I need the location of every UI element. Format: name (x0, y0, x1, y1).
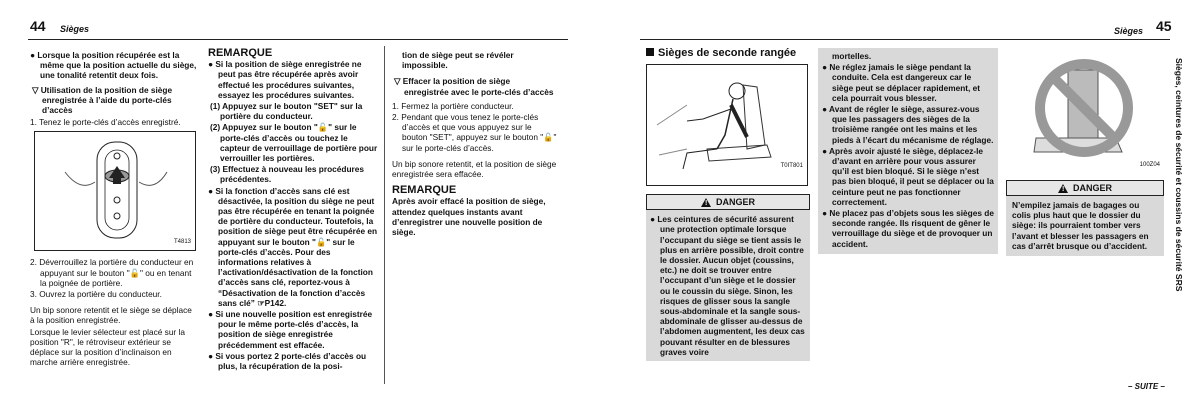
danger-label-bar: ! DANGER (646, 194, 810, 210)
bullet-text: ● Si la fonction d’accès sans clé est désactivée, la position du siège ne peut pas être récupérée en tenant la poignée de portière du conducteur. Toutefois, la position de siège peut être récupérée en appuyant sur le bouton "🔓" sur le porte-clés d’accès. Pour des informations relatives à l’activation/désactivation de la fonction d’accès sans clé, reportez-vous à “Désactivation de la fonction d’accès sans clé” ☞P142. (208, 185, 378, 308)
danger-text: N’empilez jamais de bagages ou colis plus haut que le dossier du siège: ils pourraient tomber vers l’avant et blesser les passagers en cas d’arrêt brusque ou d’accident. (1012, 200, 1149, 251)
item-2: (2) Appuyez sur le bouton "🔓" sur le porte-clés d’accès ou touchez le capteur de verrouillage de portière pour verrouiller les portières. (210, 122, 378, 164)
right-section-label: Sièges (1114, 26, 1144, 36)
chapter-side-tab: Sièges, ceintures de sécurité et coussins de sécurité SRS (1174, 58, 1184, 292)
figure-code: T4813 (173, 239, 191, 246)
bullet-text: ● Après avoir ajusté le siège, déplacez-le d’avant en arrière pour vous assurer qu’il est bien bloqué. Si le siège n’est pas bien bloqué, il peut se déplacer ou la ceinture peut ne pas fonctionner correctement. (822, 145, 994, 207)
continued-marker: – SUITE – (1128, 382, 1165, 391)
seat-figure (646, 64, 808, 186)
right-column-1 (646, 48, 810, 361)
warning-triangle-icon: ! (701, 198, 711, 207)
right-column-2 (818, 48, 998, 254)
continued-text: tion de siège peut se révéler impossible. (402, 50, 514, 71)
figure-code: 100Z04 (1139, 161, 1160, 168)
danger-box (646, 210, 810, 361)
danger-text: ● Les ceintures de sécurité assurent une protection optimale lorsque l’occupant du siège se tient assis le plus en arrière possible, droit contre le dossier. Aucun objet (coussins, etc.) ne doit se trouver entre l’occupant d’un siège et le dossier ou le coussin du siège. Sinon, les risques de glisser sous la sangle sous-abdominale et la sangle sous-abdominale de glisser au-dessus de l’abdomen augmentent, les deux cas pouvant résulter en de blessures graves voire (650, 214, 805, 357)
left-page-number: 44 (30, 18, 46, 34)
luggage-figure (1006, 48, 1164, 172)
bullet-text: ● Si vous portez 2 porte-clés d’accès ou plus, la récupération de la posi- (208, 350, 367, 372)
bullet-text: ● Avant de régler le siège, assurez-vous que les passagers des sièges de la troisième rangée ont les mains et les pieds à l’écart du mécanisme de réglage. (822, 104, 994, 145)
continued-text: mortelles. (832, 51, 872, 61)
bullet-text: ● Si la position de siège enregistrée ne peut pas être récupérée après avoir effectué les procédures suivantes, essayez les procédures suivantes. (208, 59, 362, 100)
danger-box (1006, 196, 1164, 256)
square-bullet-icon (646, 48, 654, 56)
left-column-1 (30, 50, 198, 368)
step-1: 1. Fermez la portière conducteur. (392, 100, 514, 111)
item-1: (1) Appuyez sur le bouton "SET" sur la portière du conducteur. (210, 101, 363, 122)
key-fob-figure (34, 131, 196, 251)
right-column-3 (1006, 48, 1164, 256)
remarque-heading: REMARQUE (208, 47, 273, 59)
key-fob-illustration (35, 132, 195, 250)
bullet-text: ● Ne placez pas d’objets sous les sièges de seconde rangée. Ils risquent de gêner le verrouillage du siège et de provoquer un accident. (822, 208, 994, 249)
left-column-3 (392, 50, 557, 238)
bullet-text: ● Ne réglez jamais le siège pendant la conduite. Cela est dangereux car le siège peut se déplacer rapidement, et cela pourrait vous blesser. (822, 62, 981, 103)
bullet-text: ● Si une nouvelle position est enregistrée pour le même porte-clés d’accès, la position de siège enregistrée précédemment est effacée. (208, 309, 373, 350)
paragraph: Lorsque le levier sélecteur est placé sur la position "R", le rétroviseur extérieur se déplace sur la position d’inclinaison en marche arrière enregistrée. (30, 326, 185, 368)
bullet-text: ● Lorsque la position récupérée est la même que la position actuelle du siège, une tonalité retentit deux fois. (30, 50, 197, 81)
left-section-label: Sièges (60, 24, 90, 34)
right-page-number: 45 (1156, 18, 1172, 34)
step-3: 3. Ouvrez la portière du conducteur. (30, 289, 162, 300)
column-divider (384, 46, 385, 384)
sub-heading: ▽ Effacer la position de siège enregistrée avec le porte-clés d’accès (394, 76, 554, 97)
step-2: 2. Déverrouillez la portière du conducteur en appuyant sur le bouton "🔓" ou en tenant la poignée de portière. (30, 257, 194, 288)
paragraph: Après avoir effacé la position de siège, attendez quelques instants avant d’enregistrer une nouvelle position de siège. (392, 196, 546, 238)
right-header-rule (640, 39, 1170, 40)
item-3: (3) Effectuez à nouveau les procédures précédentes. (210, 164, 364, 185)
left-column-2 (208, 48, 378, 372)
paragraph: Un bip sonore retentit et le siège se déplace à la position enregistrée. (30, 305, 192, 326)
section-heading: Sièges de seconde rangée (646, 48, 810, 58)
paragraph: Un bip sonore retentit, et la position de siège enregistrée sera effacée. (392, 158, 557, 180)
no-stacking-illustration (1006, 48, 1164, 172)
danger-label-bar: ! DANGER (1006, 180, 1164, 196)
remarque-heading: REMARQUE (392, 184, 457, 197)
left-header-rule (28, 39, 568, 40)
sub-heading: ▽ Utilisation de la position de siège enregistrée à l’aide du porte-clés d’accès (32, 84, 173, 116)
step-2: 2. Pendant que vous tenez le porte-clés d’accès et que vous appuyez sur le bouton "SET", appuyez sur le bouton "🔓" sur le porte-clés d’accès. (392, 112, 557, 153)
warning-triangle-icon: ! (1058, 184, 1068, 193)
step-1: 1. Tenez le porte-clés d’accès enregistré. (30, 117, 181, 128)
figure-code: T0IT801 (780, 163, 803, 169)
